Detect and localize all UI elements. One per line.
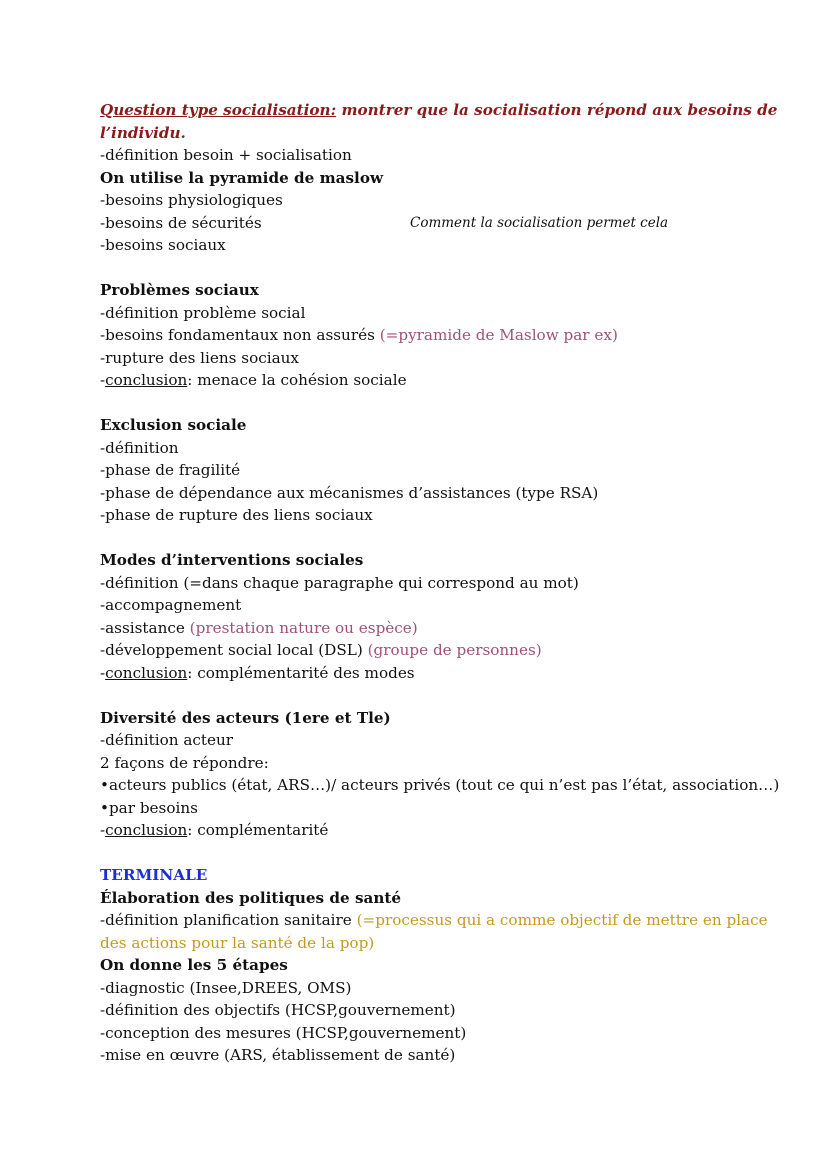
question-title-line2: l’individu. [100,123,186,142]
conclusion-line: -conclusion: menace la cohésion sociale [100,371,407,389]
section-heading-diversite-acteurs: Diversité des acteurs (1ere et Tle) [100,708,391,727]
section-subheading: On donne les 5 étapes [100,956,288,974]
question-title-rest: montrer que la socialisation répond aux besoins de [336,101,778,119]
list-item: •acteurs publics (état, ARS…)/ acteurs privés (tout ce qui n’est pas l’état, association…) [100,776,780,794]
conclusion-label: conclusion [105,821,188,839]
conclusion-label: conclusion [105,663,188,682]
list-item: -conception des mesures (HCSP,gouvernement) [100,1023,467,1042]
question-title [100,99,800,122]
list-item: -définition problème social [100,303,306,322]
list-item: -mise en œuvre (ARS, établissement de santé) [100,1046,456,1064]
list-item: -accompagnement [100,596,242,614]
list-item: -besoins sociaux [100,236,226,254]
conclusion-label: conclusion [105,371,188,389]
list-item: -diagnostic (Insee,DREES, OMS) [100,978,352,997]
section-heading-modes-interventions: Modes d’interventions sociales [100,551,364,569]
question-title-label: Question type socialisation: [100,101,337,119]
list-item: 2 façons de répondre: [100,753,269,772]
note-pink: (groupe de personnes) [362,641,542,659]
terminale-label: TERMINALE [100,866,208,884]
note-gold-continuation: des actions pour la santé de la pop) [100,933,375,952]
note-gold: (=processus qui a comme objectif de mettre en place [351,911,768,929]
list-item-text: -besoins de sécurités [100,213,262,232]
side-note: Comment la socialisation permet cela [410,214,669,231]
list-item: •par besoins [100,798,198,817]
section-heading-politiques-sante: Élaboration des politiques de santé [100,888,402,907]
section-heading-problemes-sociaux: Problèmes sociaux [100,281,259,299]
list-item [100,212,800,235]
note-pink: (=pyramide de Maslow par ex) [374,326,618,344]
list-item: -développement social local (DSL) (groupe de personnes) [100,641,542,659]
list-item: -besoins fondamentaux non assurés (=pyramide de Maslow par ex) [100,326,618,344]
list-item: -phase de fragilité [100,461,241,479]
list-item: -définition besoin + socialisation [100,146,352,164]
notes-content [100,99,800,1067]
list-item: -définition (=dans chaque paragraphe qui correspond au mot) [100,573,579,592]
note-pink: (prestation nature ou espèce) [184,618,418,637]
list-item: -besoins physiologiques [100,191,283,209]
section-heading-exclusion-sociale: Exclusion sociale [100,416,247,434]
list-item: -rupture des liens sociaux [100,348,299,367]
list-item: -définition acteur [100,731,234,749]
list-item: -phase de dépendance aux mécanismes d’assistances (type RSA) [100,483,599,502]
conclusion-line: -conclusion: complémentarité [100,821,329,839]
list-item: -phase de rupture des liens sociaux [100,506,373,524]
section-subheading: On utilise la pyramide de maslow [100,168,384,187]
conclusion-line: -conclusion: complémentarité des modes [100,663,415,682]
list-item: -définition [100,438,179,457]
list-item: -définition planification sanitaire (=processus qui a comme objectif de mettre en place [100,911,768,929]
list-item: -assistance (prestation nature ou espèce) [100,618,418,637]
list-item: -définition des objectifs (HCSP,gouvernement) [100,1001,456,1019]
